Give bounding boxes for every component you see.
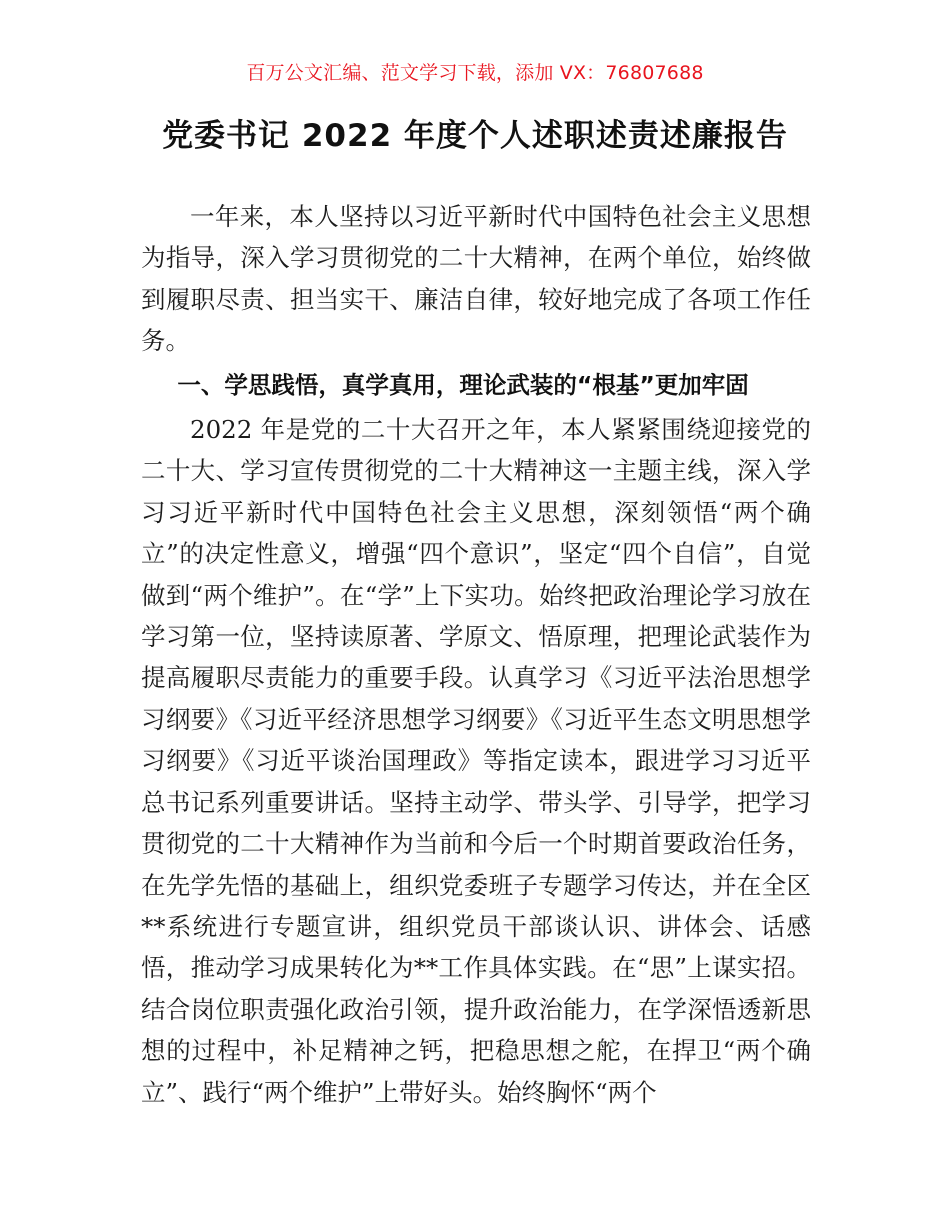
document-title: 党委书记 2022 年度个人述职述责述廉报告 [162,118,788,154]
document-body [141,196,811,1113]
watermark-header: 百万公文汇编、范文学习下载，添加 VX：76807688 [246,62,704,84]
section-1-paragraph: 2022 年是党的二十大召开之年，本人紧紧围绕迎接党的二十大、学习宣传贯彻党的二十大精神这一主题主线，深入学习习近平新时代中国特色社会主义思想，深刻领悟“两个确立”的决定性意义，增强“四个意识”，坚定“四个自信”，自觉做到“两个维护”。在“学”上下实功。始终把政治理论学习放在学习第一位，坚持读原著、学原文、悟原理，把理论武装作为提高履职尽责能力的重要手段。认真学习《习近平法治思想学习纲要》《习近平经济思想学习纲要》《习近平生态文明思想学习纲要》《习近平谈治国理政》等指定读本，跟进学习习近平总书记系列重要讲话。坚持主动学、带头学、引导学，把学习贯彻党的二十大精神作为当前和今后一个时期首要政治任务，在先学先悟的基础上，组织党委班子专题学习传达，并在全区**系统进行专题宣讲，组织党员干部谈认识、讲体会、话感悟，推动学习成果转化为**工作具体实践。在“思”上谋实招。结合岗位职责强化政治引领，提升政治能力，在学深悟透新思想的过程中，补足精神之钙，把稳思想之舵，在捍卫“两个确立”、践行“两个维护”上带好头。始终胸怀“两个 [141,415,811,1107]
section-heading-1: 一、学思践悟，真学真用，理论武装的“根基”更加牢固 [177,370,749,399]
intro-paragraph: 一年来，本人坚持以习近平新时代中国特色社会主义思想为指导，深入学习贯彻党的二十大精神，在两个单位，始终做到履职尽责、担当实干、廉洁自律，较好地完成了各项工作任务。 [141,202,811,356]
